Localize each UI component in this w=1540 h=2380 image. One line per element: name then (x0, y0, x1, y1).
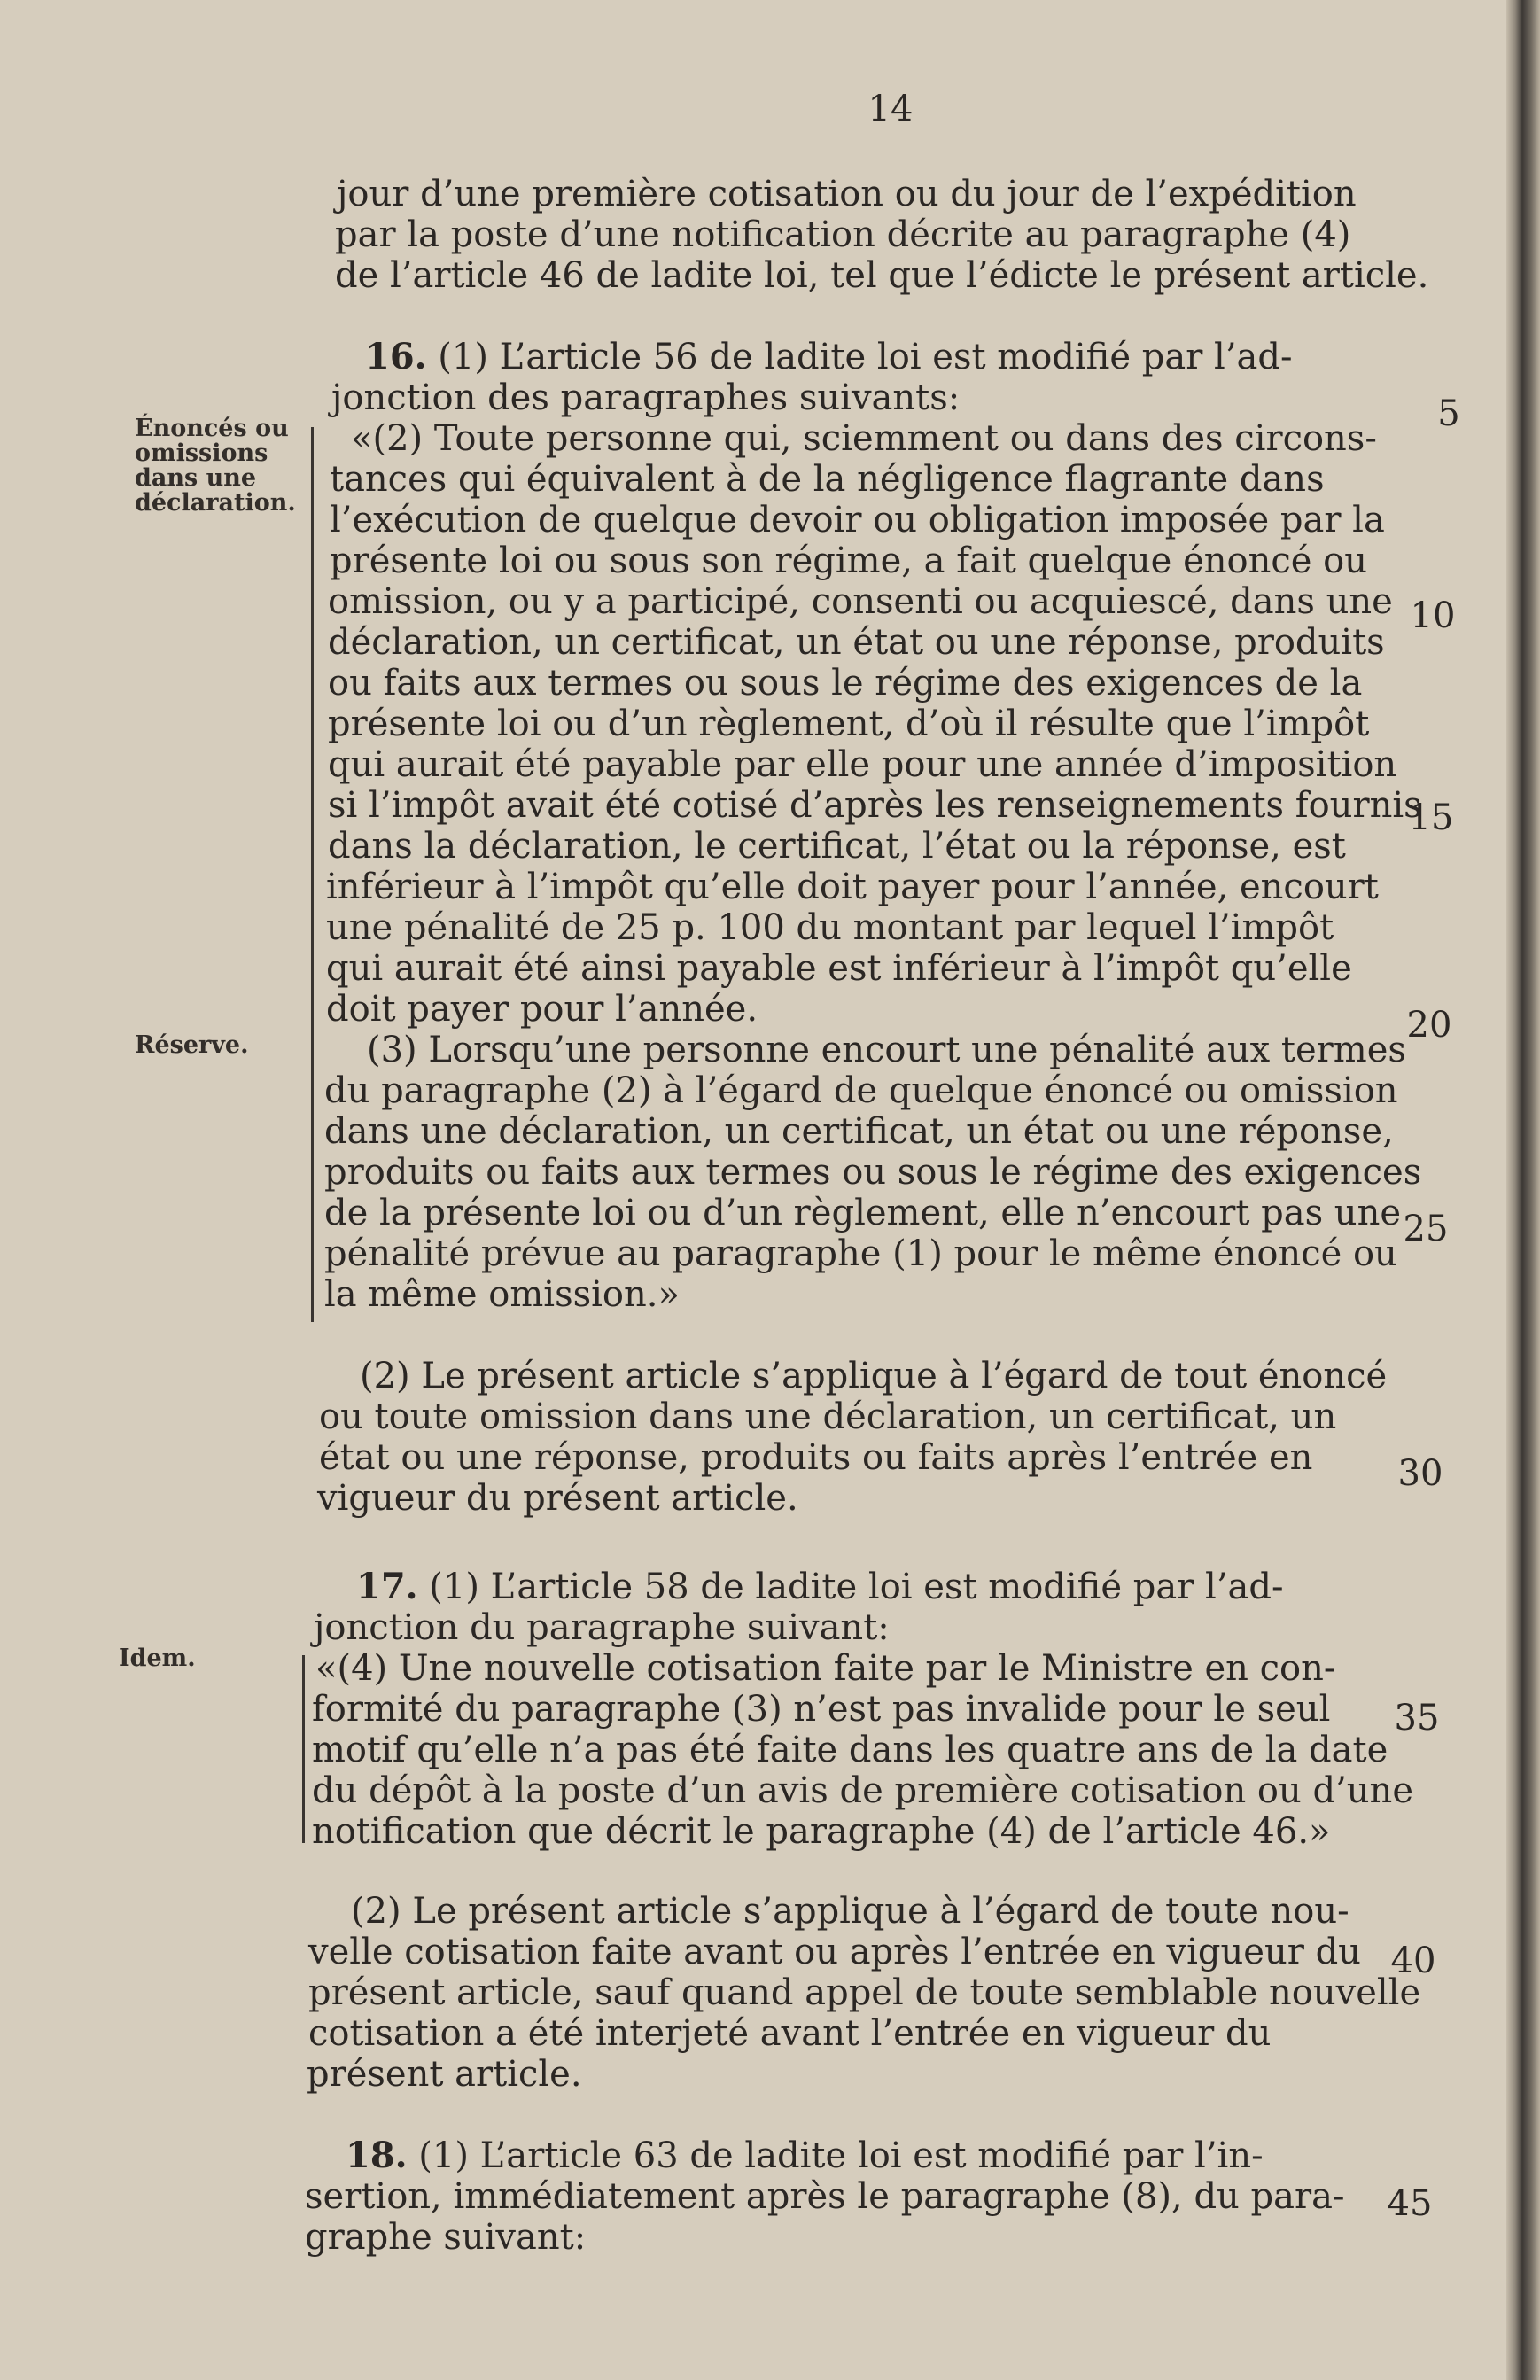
text-line: une pénalité de 25 p. 100 du montant par lequel l’impôt (326, 907, 1334, 948)
page-binding-edge (1506, 0, 1540, 2380)
text-line: du paragraphe (2) à l’égard de quelque énoncé ou omission (324, 1070, 1398, 1111)
page-number: 14 (867, 89, 914, 129)
section-16-heading (365, 337, 1293, 377)
text-line: tances qui équivalent à de la négligence flagrante dans (330, 459, 1325, 500)
text-line: de l’article 46 de ladite loi, tel que l’édicte le présent article. (335, 255, 1429, 296)
text-line: présent article. (307, 2054, 582, 2095)
text-line: notification que décrit le paragraphe (4) de l’article 46.» (312, 1811, 1331, 1852)
text-line: doit payer pour l’année. (326, 989, 758, 1030)
line-number: 40 (1390, 1941, 1436, 1981)
text-line: sertion, immédiatement après le paragraphe (8), du para- (305, 2176, 1345, 2217)
text-line: présente loi ou d’un règlement, d’où il résulte que l’impôt (328, 704, 1370, 744)
text-line: ou faits aux termes ou sous le régime des exigences de la (328, 663, 1363, 704)
text-line: omission, ou y a participé, consenti ou acquiescé, dans une (328, 581, 1393, 622)
text-line: jour d’une première cotisation ou du jour de l’expédition (337, 174, 1357, 214)
text-line: «(2) Toute personne qui, sciemment ou dans des circons- (351, 418, 1377, 459)
text-line: (2) Le présent article s’applique à l’égard de tout énoncé (360, 1356, 1388, 1396)
text-line: formité du paragraphe (3) n’est pas invalide pour le seul (312, 1689, 1331, 1730)
text-line: inférieur à l’impôt qu’elle doit payer pour l’année, encourt (326, 867, 1379, 907)
margin-note-enonces: Énoncés ou omissions dans une déclaration. (135, 415, 296, 517)
line-number: 10 (1410, 595, 1456, 636)
line-number: 30 (1397, 1453, 1443, 1494)
text-line: (1) L’article 63 de ladite loi est modifié par l’in- (407, 2135, 1264, 2176)
line-number: 15 (1408, 797, 1454, 838)
line-number: 20 (1406, 1005, 1452, 1046)
text-line: déclaration, un certificat, un état ou une réponse, produits (328, 622, 1385, 663)
text-line: présente loi ou sous son régime, a fait quelque énoncé ou (330, 541, 1367, 581)
text-line: si l’impôt avait été cotisé d’après les renseignements fournis (328, 785, 1422, 826)
text-line: dans une déclaration, un certificat, un état ou une réponse, (324, 1111, 1394, 1152)
margin-note-reserve: Réserve. (135, 1031, 249, 1059)
text-line: (1) L’article 56 de ladite loi est modifié par l’ad- (426, 337, 1293, 377)
text-line: cotisation a été interjeté avant l’entrée en vigueur du (308, 2013, 1272, 2054)
text-line: la même omission.» (324, 1274, 680, 1315)
line-number: 5 (1437, 393, 1460, 434)
text-line: qui aurait été payable par elle pour une année d’imposition (328, 744, 1397, 785)
text-line: du dépôt à la poste d’un avis de première cotisation ou d’une (312, 1770, 1413, 1811)
text-line: jonction du paragraphe suivant: (314, 1607, 890, 1648)
text-line: état ou une réponse, produits ou faits après l’entrée en (319, 1437, 1313, 1478)
line-number: 35 (1394, 1698, 1440, 1738)
text-line: graphe suivant: (305, 2217, 587, 2258)
text-line: ou toute omission dans une déclaration, un certificat, un (319, 1396, 1337, 1437)
section-number: 18. (346, 2135, 408, 2176)
text-line: pénalité prévue au paragraphe (1) pour le même énoncé ou (324, 1233, 1397, 1274)
line-number: 45 (1387, 2183, 1433, 2224)
text-line: par la poste d’une notification décrite au paragraphe (4) (335, 214, 1351, 255)
section-18-heading (346, 2135, 1264, 2176)
text-line: vigueur du présent article. (317, 1478, 798, 1519)
text-line: de la présente loi ou d’un règlement, elle n’encourt pas une (324, 1193, 1401, 1233)
text-line: l’exécution de quelque devoir ou obligation imposée par la (330, 500, 1385, 541)
text-line: (1) L’article 58 de ladite loi est modifié par l’ad- (417, 1567, 1284, 1607)
section-number: 17. (356, 1566, 418, 1607)
text-line: (3) Lorsqu’une personne encourt une pénalité aux termes (367, 1030, 1406, 1070)
text-line: «(4) Une nouvelle cotisation faite par le Ministre en con- (315, 1648, 1336, 1689)
section-17-heading (356, 1567, 1284, 1607)
text-line: jonction des paragraphes suivants: (331, 377, 961, 418)
text-line: velle cotisation faite avant ou après l’entrée en vigueur du (308, 1932, 1361, 1972)
text-line: dans la déclaration, le certificat, l’état ou la réponse, est (328, 826, 1346, 867)
text-line: motif qu’elle n’a pas été faite dans les quatre ans de la date (312, 1730, 1388, 1770)
amendment-bar (311, 427, 314, 1322)
section-number: 16. (365, 336, 427, 377)
amendment-bar (302, 1655, 305, 1843)
text-line: produits ou faits aux termes ou sous le régime des exigences (324, 1152, 1422, 1193)
text-line: présent article, sauf quand appel de toute semblable nouvelle (308, 1972, 1421, 2013)
line-number: 25 (1403, 1209, 1449, 1249)
margin-note-idem: Idem. (119, 1645, 196, 1672)
text-line: qui aurait été ainsi payable est inférieur à l’impôt qu’elle (326, 948, 1352, 989)
text-line: (2) Le présent article s’applique à l’égard de toute nou- (351, 1891, 1349, 1932)
